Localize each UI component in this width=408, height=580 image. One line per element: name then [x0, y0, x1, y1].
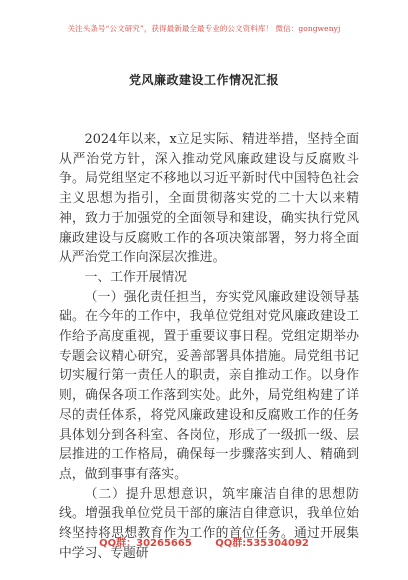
item-paragraph-2: （二）提升思想意识，筑牢廉洁自律的思想防线。增强我单位党员干部的廉洁自律意识，我单位始终坚持将思想教育作为工作的首位任务。通过开展集中学习、专题研 — [59, 486, 359, 561]
footer-qq-groups — [0, 534, 408, 549]
qq-group-1: QQ群：30265665 — [99, 538, 192, 549]
document-body — [59, 130, 359, 563]
document-title: 党风廉政建设工作情况汇报 — [128, 73, 279, 87]
qq-group-2: QQ群:535304092 — [215, 538, 309, 549]
promo-banner: 关注头条号“公文研究”，获得最新最全最专业的公文资料库！ 微信：gongwenyj — [67, 24, 341, 33]
section-heading: 一、工作开展情况 — [84, 269, 187, 285]
intro-paragraph: 2024年以来，x立足实际、精进举措，坚持全面从严治党方针，深入推动党风廉政建设与反腐败斗争。局党组坚定不移地以习近平新时代中国特色社会主义思想为指引，全面贯彻落实党的二十大以来精神，致力于加强党的全面领导和建设，确实执行党风廉政建设与反腐败工作的各项决策部署，努力将全面从严治党工作向深层次推进。 — [59, 132, 359, 266]
item-paragraph-1: （一）强化责任担当，夯实党风廉政建设领导基础。在今年的工作中，我单位党组对党风廉政建设工作给予高度重视，置于重要议事日程。党组定期举办专题会议精心研究，妥善部署具体措施。局党组书记切实履行第一责任人的职责，亲自推动工作。以身作则，确保各项工作落到实处。此外，局党组构建了详尽的责任体系，将党风廉政建设和反腐败工作的任务具体划分到各科室、各岗位，形成了一级抓一级、层层推进的工作格局，确保每一步骤落实到人、精确到点，做到事事有落实。 — [59, 289, 359, 482]
